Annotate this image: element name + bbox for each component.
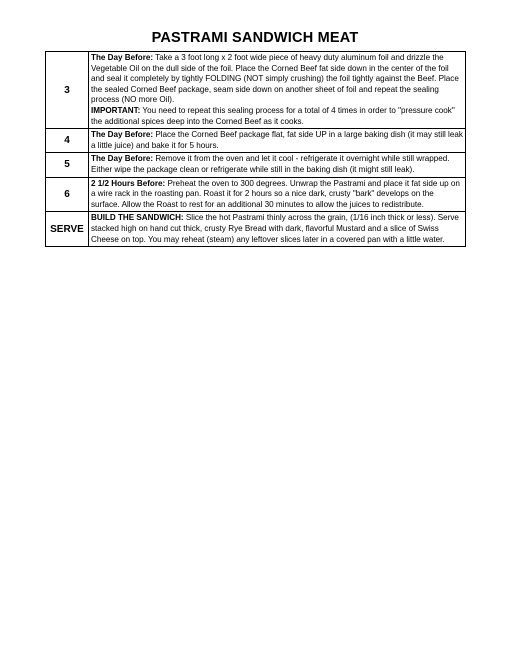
instruction-lead: 2 1/2 Hours Before: <box>91 178 166 188</box>
step-label: 6 <box>46 177 89 212</box>
instruction-paragraph <box>91 179 463 211</box>
instruction-lead: The Day Before: <box>91 130 154 140</box>
step-instructions <box>89 52 466 129</box>
steps-table <box>45 51 466 247</box>
instruction-text: Take a 3 foot long x 2 foot wide piece of heavy duty aluminum foil and drizzle the Vegetable Oil on the dull side of the foil. Place the Corned Beef fat side down in the center of the foil and seal it completely by tightly FOLDING (NOT simply crushing) the foil tightly against the Beef. Place the sealed Corned Beef package, seam side down on another sheet of foil and repeat the sealing process (NO more Oil). <box>91 53 459 105</box>
step-row <box>46 52 466 129</box>
instruction-lead: The Day Before: <box>91 53 154 62</box>
instruction-text: Place the Corned Beef package flat, fat side UP in a large baking dish (it may still leak a little juice) and bake it for 5 hours. <box>91 130 463 150</box>
instruction-text: Preheat the oven to 300 degrees. Unwrap the Pastrami and place it fat side up on a wire rack in the roasting pan. Roast it for 2 hours so a nice dark, crusty "bark" develops on the surface. Allow the Roast to rest for an additional 30 minutes to allow the juices to redistribute. <box>91 178 460 209</box>
step-row <box>46 129 466 153</box>
page-title: PASTRAMI SANDWICH MEAT <box>151 30 359 46</box>
step-row <box>46 153 466 177</box>
step-instructions <box>89 212 466 247</box>
instruction-paragraph <box>91 213 463 245</box>
step-label: 4 <box>46 129 89 153</box>
step-label: 3 <box>46 52 89 129</box>
instruction-paragraph <box>91 106 463 127</box>
instruction-lead: IMPORTANT: <box>91 105 141 115</box>
instruction-lead: The Day Before: <box>91 154 154 164</box>
step-instructions <box>89 129 466 153</box>
instruction-paragraph <box>91 53 463 106</box>
instruction-paragraph <box>91 130 463 151</box>
steps-table-body <box>46 52 466 247</box>
instruction-lead: BUILD THE SANDWICH: <box>91 213 184 223</box>
step-instructions <box>89 153 466 177</box>
step-label: 5 <box>46 153 89 177</box>
step-row <box>46 212 466 247</box>
step-instructions <box>89 177 466 212</box>
instruction-text: Slice the hot Pastrami thinly across the grain, (1/16 inch thick or less). Serve stacked high on hand cut thick, crusty Rye Bread with dark, flavorful Mustard and a slice of Swiss Cheese on top. You may reheat (steam) any leftover slices later in a covered pan with a little water. <box>91 213 459 244</box>
step-label: SERVE <box>46 212 89 247</box>
instruction-text: Remove it from the oven and let it cool - refrigerate it overnight while still wrapped. Either wipe the package clean or refrigerate while still in the baking dish (it might still leak). <box>91 154 450 174</box>
instruction-paragraph <box>91 154 463 175</box>
instruction-text: You need to repeat this sealing process for a total of 4 times in order to "pressure cook" the additional spices deep into the Corned Beef as it cooks. <box>91 105 455 126</box>
step-row <box>46 177 466 212</box>
